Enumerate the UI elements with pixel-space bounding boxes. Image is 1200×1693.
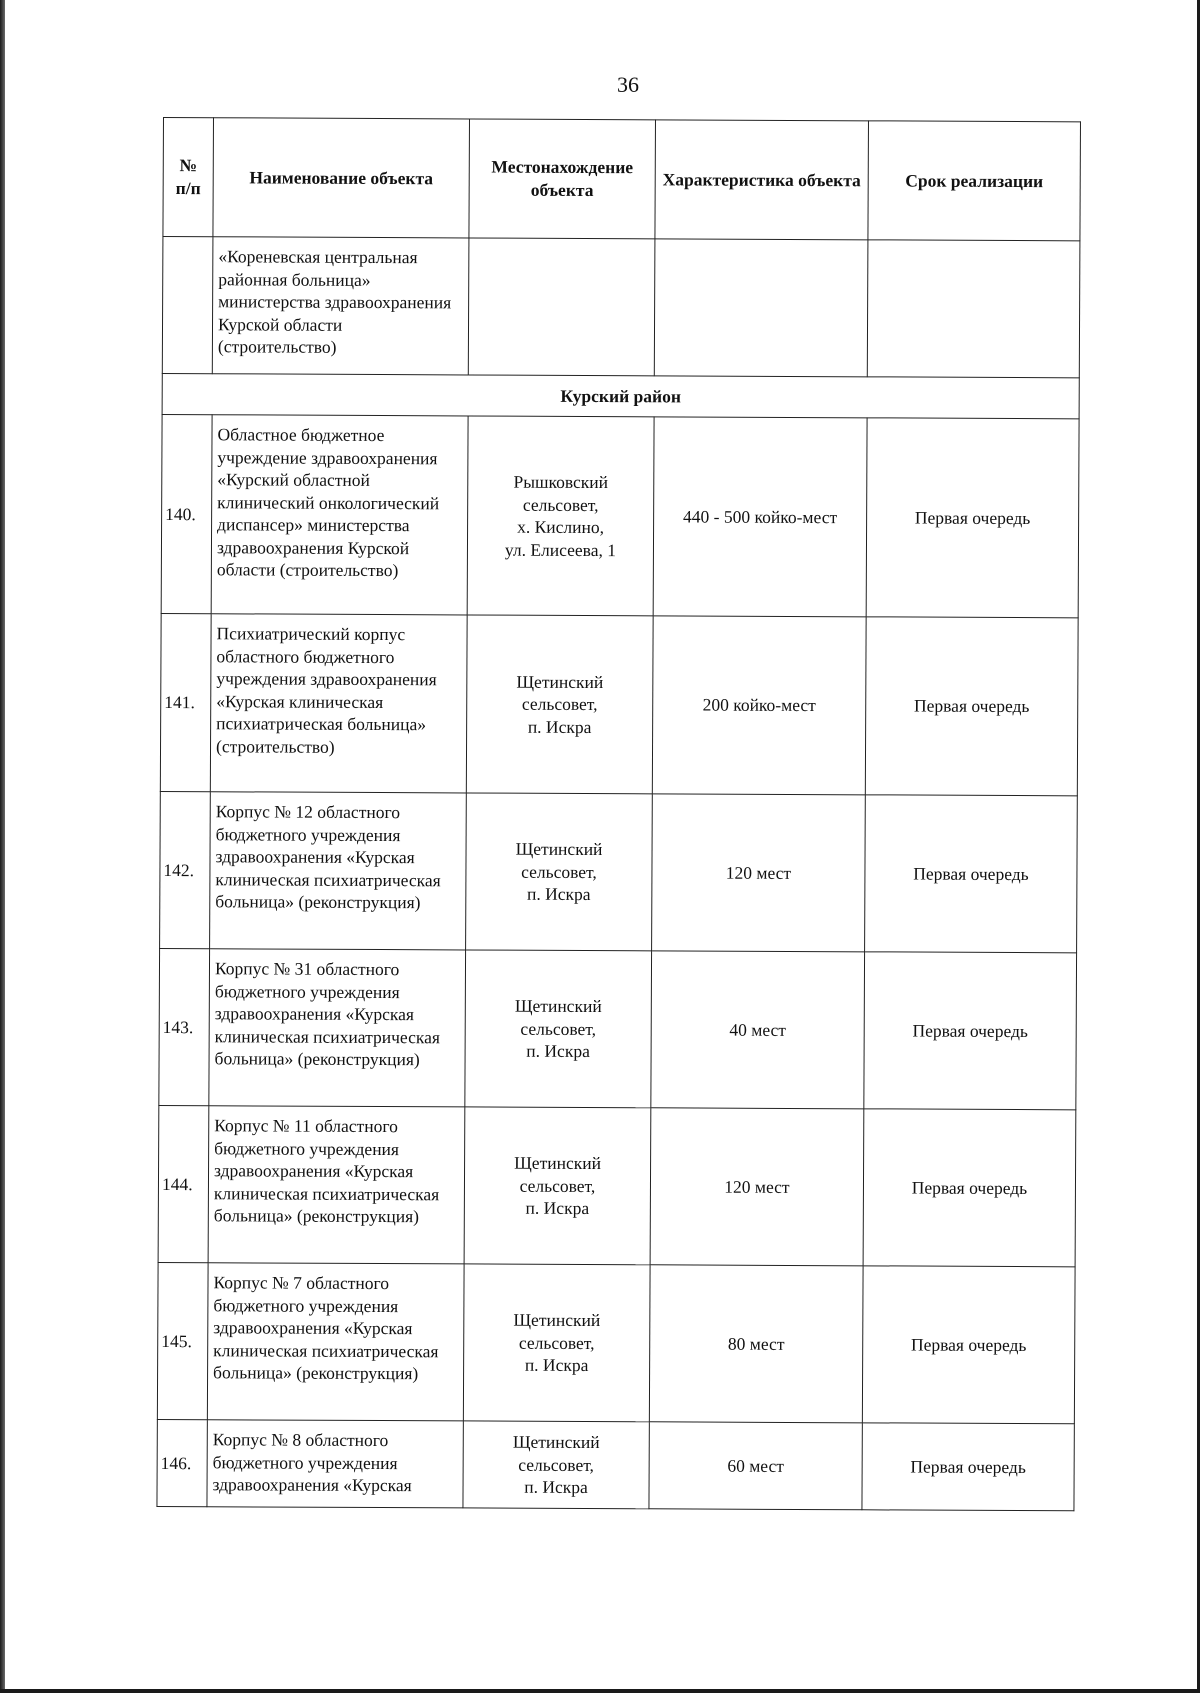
cell-num: 144. (158, 1105, 209, 1262)
cell-num: 140. (161, 414, 212, 613)
location-line: Щетинский (514, 1152, 602, 1174)
table-row (158, 1105, 1076, 1266)
header-num: № п/п (163, 118, 214, 237)
cell-num: 145. (157, 1262, 208, 1419)
cell-name: Корпус № 31 областного бюджетного учреждения здравоохранения «Курская клиническая психиатрическая больница» (реконструкция) (209, 949, 466, 1107)
cell-term: Первая очередь (862, 1423, 1074, 1511)
cell-name: Корпус № 11 областного бюджетного учреждения здравоохранения «Курская клиническая психиатрическая больница» (реконструкция) (208, 1106, 465, 1264)
cell-location (463, 1421, 649, 1509)
cell-location (464, 1107, 651, 1265)
scan-left-edge (0, 0, 5, 1693)
cell-num: 141. (160, 613, 211, 791)
table-row (157, 1262, 1075, 1423)
location-line: сельсовет, (520, 1018, 597, 1039)
header-location: Местонахождение объекта (469, 119, 656, 239)
cell-location (463, 1264, 650, 1422)
cell-location (468, 238, 655, 376)
cell-location (465, 950, 652, 1108)
location-line: Щетинский (514, 995, 602, 1017)
table-row (157, 1419, 1074, 1510)
location-line: сельсовет, (519, 1175, 596, 1196)
cell-name: Корпус № 8 областного бюджетного учреждения здравоохранения «Курская (207, 1420, 463, 1508)
table-row-continuation (162, 237, 1080, 378)
section-title: Курский район (162, 373, 1079, 418)
table-row (160, 791, 1078, 952)
cell-num: 146. (157, 1419, 207, 1506)
location-line: п. Искра (527, 883, 591, 905)
header-characteristic: Характеристика объекта (655, 120, 869, 240)
location-line: сельсовет, (521, 693, 598, 715)
header-name: Наименование объекта (213, 118, 470, 238)
cell-term: Первая очередь (864, 952, 1077, 1110)
location-line: п. Искра (527, 716, 592, 737)
location-line: х. Кислино, (517, 516, 605, 538)
table-row (159, 948, 1077, 1109)
cell-term: Первая очередь (866, 418, 1079, 618)
location-line: Рышковский (513, 471, 609, 493)
scan-bottom-edge (0, 1689, 1200, 1693)
table-header-row (163, 118, 1081, 241)
location-line: ул. Елисеева, 1 (504, 539, 617, 560)
cell-term: Первая очередь (862, 1266, 1075, 1424)
location-line: Щетинский (515, 838, 603, 860)
cell-term (867, 240, 1080, 378)
cell-characteristic: 60 мест (649, 1422, 862, 1510)
cell-name: Корпус № 7 областного бюджетного учреждения здравоохранения «Курская клиническая психиатрическая больница» (реконструкция) (207, 1263, 464, 1421)
table-row (161, 414, 1079, 617)
cell-term: Первая очередь (865, 617, 1078, 796)
location-line: п. Искра (525, 1197, 590, 1219)
header-term: Срок реализации (868, 121, 1081, 241)
cell-num: 143. (159, 948, 210, 1105)
cell-characteristic: 120 мест (650, 1108, 864, 1266)
cell-name: Психиатрический корпус областного бюджетного учреждения здравоохранения «Курская клиническая психиатрическая больница» (строительство) (210, 614, 467, 793)
cell-name: Областное бюджетное учреждение здравоохранения «Курский областной клинический онкологический диспансер» министерства здравоохранения Курской области (строительство) (211, 415, 468, 615)
cell-characteristic: 440 - 500 койко-мест (653, 417, 867, 617)
cell-location (467, 416, 654, 616)
cell-term: Первая очередь (865, 795, 1078, 953)
location-line: сельсовет, (518, 1332, 595, 1353)
section-row (162, 373, 1079, 418)
location-line: сельсовет, (522, 494, 599, 515)
location-line: сельсовет, (518, 1454, 595, 1475)
cell-name: Корпус № 12 областного бюджетного учреждения здравоохранения «Курская клиническая психиатрическая больница» (реконструкция) (210, 792, 467, 950)
cell-location (466, 793, 653, 951)
cell-name: «Кореневская центральная районная больница» министерства здравоохранения Курской области (строительство) (212, 237, 469, 375)
table-row (160, 613, 1078, 795)
location-line: сельсовет, (521, 861, 597, 882)
cell-characteristic: 40 мест (651, 951, 865, 1109)
cell-characteristic (654, 239, 868, 377)
location-line: п. Искра (524, 1354, 589, 1376)
location-line: Щетинский (512, 1431, 600, 1453)
objects-table (156, 117, 1081, 1511)
cell-num (162, 237, 213, 374)
cell-characteristic: 120 мест (652, 794, 866, 952)
cell-characteristic: 80 мест (649, 1265, 863, 1423)
location-line: п. Искра (526, 1040, 590, 1062)
location-line: Щетинский (513, 1309, 601, 1331)
page-number: 36 (617, 72, 639, 97)
cell-characteristic: 200 койко-мест (652, 616, 866, 795)
location-line: Щетинский (516, 671, 604, 692)
location-line: п. Искра (524, 1476, 588, 1498)
cell-num: 142. (160, 791, 211, 948)
cell-location (466, 615, 653, 794)
cell-term: Первая очередь (863, 1109, 1076, 1267)
